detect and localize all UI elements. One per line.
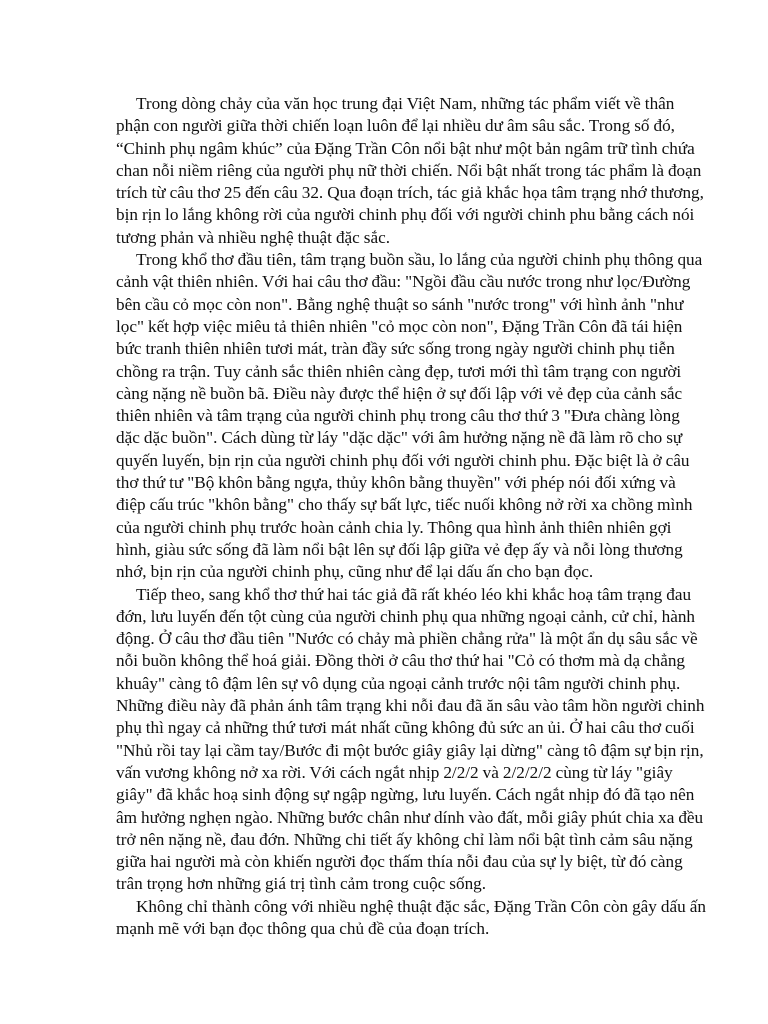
paragraph-intro: Trong dòng chảy của văn học trung đại Việt Nam, những tác phẩm viết về thân phận con người giữa thời chiến loạn luôn để lại nhiều dư âm sâu sắc. Trong số đó, “Chinh phụ ngâm khúc” của Đặng Trần Côn nổi bật như một bản ngâm trữ tình chứa chan nỗi niềm riêng của người phụ nữ thời chiến. Nổi bật nhất trong tác phẩm là đoạn trích từ câu thơ 25 đến câu 32. Qua đoạn trích, tác giả khắc họa tâm trạng nhớ thương, bịn rịn lo lắng không rời của người chinh phụ đối với người chinh phu bằng cách nói tương phản và nhiều nghệ thuật đặc sắc. — [116, 94, 704, 247]
paragraph-stanza-one: Trong khổ thơ đầu tiên, tâm trạng buồn sầu, lo lắng của người chinh phụ thông qua cảnh vật thiên nhiên. Với hai câu thơ đầu: "Ngồi đầu cầu nước trong như lọc/Đường bên cầu cỏ mọc còn non". Bằng nghệ thuật so sánh "nước trong" với hình ảnh "như lọc" kết hợp việc miêu tả thiên nhiên "cỏ mọc còn non", Đặng Trần Côn đã tái hiện bức tranh thiên nhiên tươi mát, tràn đầy sức sống trong ngày người chinh phụ tiễn chồng ra trận. Tuy cảnh sắc thiên nhiên càng đẹp, tươi mới thì tâm trạng con người càng nặng nề buồn bã. Điều này được thể hiện ở sự đối lập với vẻ đẹp của cảnh sắc thiên nhiên và tâm trạng của người chinh phụ trong câu thơ thứ 3 "Đưa chàng lòng dặc dặc buồn". Cách dùng từ láy "dặc dặc" với âm hưởng nặng nề đã làm rõ cho sự quyến luyến, bịn rịn của người chinh phụ đối với người chinh phu. Đặc biệt là ở câu thơ thứ tư "Bộ khôn bằng ngựa, thủy khôn bằng thuyền" với phép nói đối xứng và điệp cấu trúc "khôn bằng" cho thấy sự bất lực, tiếc nuối không nở rời xa chồng mình của người chinh phụ trước hoàn cảnh chia ly. Thông qua hình ảnh thiên nhiên gợi hình, giàu sức sống đã làm nổi bật lên sự đối lập giữa vẻ đẹp ấy và nỗi lòng thương nhớ, bịn rịn của người chinh phụ, cũng như để lại dấu ấn cho bạn đọc. — [116, 250, 703, 582]
paragraph-stanza-two: Tiếp theo, sang khổ thơ thứ hai tác giả đã rất khéo léo khi khắc hoạ tâm trạng đau đớn, lưu luyến đến tột cùng của người chinh phụ qua những ngoại cảnh, cử chỉ, hành động. Ở câu thơ đầu tiên "Nước có chảy mà phiền chẳng rửa" là một ẩn dụ sâu sắc về nỗi buồn không thể hoá giải. Đồng thời ở câu thơ thứ hai "Cỏ có thơm mà dạ chẳng khuây" càng tô đậm lên sự vô dụng của ngoại cảnh trước nội tâm người chinh phụ. Những điều này đã phản ánh tâm trạng khi nỗi đau đã ăn sâu vào tâm hồn người chinh phụ thì ngay cả những thứ tươi mát nhất cũng không đủ sức an ủi. Ở hai câu thơ cuối "Nhủ rồi tay lại cầm tay/Bước đi một bước giây giây lại dừng" càng tô đậm sự bịn rịn, vấn vương không nở xa rời. Với cách ngắt nhịp 2/2/2 và 2/2/2/2 cùng từ láy "giây giây" đã khắc hoạ sinh động sự ngập ngừng, lưu luyến. Cách ngắt nhịp đó đã tạo nên âm hưởng nghẹn ngào. Những bước chân như dính vào đất, mỗi giây phút chia xa đều trở nên nặng nề, đau đớn. Những chi tiết ấy không chỉ làm nổi bật tình cảm sâu nặng giữa hai người mà còn khiến người đọc thấm thía nỗi đau của sự ly biệt, từ đó càng trân trọng hơn những giá trị tình cảm trong cuộc sống. — [116, 584, 705, 894]
paragraph-theme: Không chỉ thành công với nhiều nghệ thuật đặc sắc, Đặng Trần Côn còn gây dấu ấn mạnh mẽ với bạn đọc thông qua chủ đề của đoạn trích. — [116, 896, 706, 938]
document-page — [116, 93, 706, 940]
